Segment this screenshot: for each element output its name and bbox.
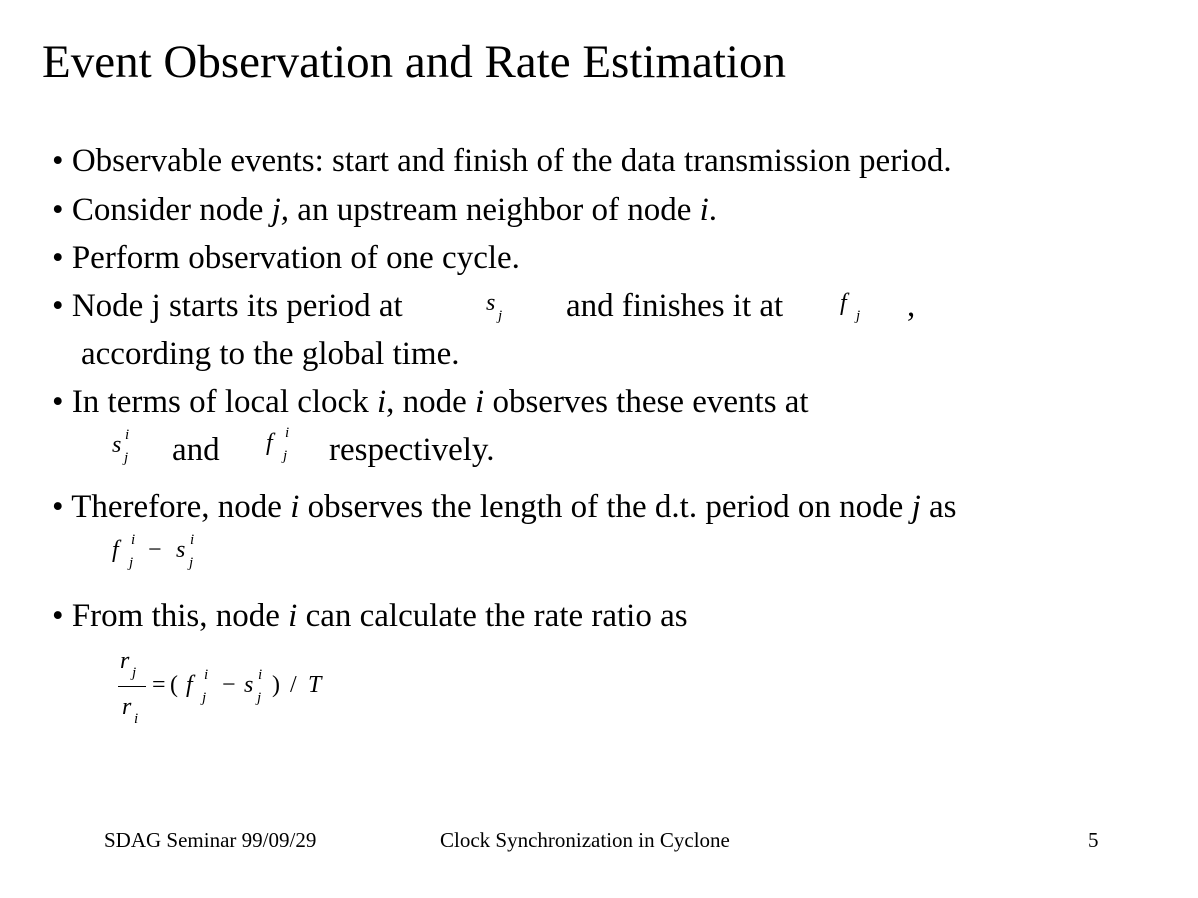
math-symbol: s [486, 290, 496, 316]
bullet-text: Perform observation of one cycle. [71, 240, 520, 276]
bullet-marker: • [52, 240, 64, 276]
math-operator: = [152, 672, 166, 698]
bullet-marker: • [52, 489, 64, 525]
bullet-text: Node j starts its period at [71, 288, 403, 324]
bullet-text-finishes: and finishes it at [566, 288, 784, 324]
bullet-comma: , [907, 288, 916, 324]
math-subscript: j [189, 555, 194, 571]
math-subscript: j [856, 308, 861, 324]
bullet-marker: • [52, 143, 64, 179]
bullet-text: can calculate the rate ratio as [297, 598, 688, 634]
math-symbol: f [266, 430, 273, 456]
bullet-text: as [920, 489, 957, 525]
math-superscript: i [190, 532, 195, 548]
math-symbol: s [112, 432, 122, 458]
math-subscript: j [129, 555, 134, 571]
bullet-text: Therefore, node [71, 489, 291, 525]
math-subscript: j [124, 450, 129, 466]
math-superscript: i [204, 667, 209, 683]
bullet-marker: • [52, 384, 64, 420]
bullet-text: , node [386, 384, 476, 420]
math-symbol: f [112, 537, 119, 563]
bullet-text: an upstream neighbor of node [289, 192, 700, 228]
math-symbol: f [186, 672, 193, 698]
var-j: j, [271, 192, 290, 228]
footer-center: Clock Synchronization in Cyclone [440, 828, 730, 852]
bullet-text: Consider node [71, 192, 272, 228]
math-symbol: s [176, 537, 186, 563]
slide-title: Event Observation and Rate Estimation [42, 36, 786, 88]
bullet-text-and: and [172, 432, 220, 468]
math-paren: ( [170, 672, 178, 698]
math-subscript: j [202, 690, 207, 706]
math-symbol: s [244, 672, 254, 698]
footer-page-number: 5 [1088, 828, 1099, 852]
math-symbol: r [122, 694, 132, 720]
math-rate-ratio-formula [112, 648, 352, 728]
var-i: i [699, 192, 709, 228]
bullet-text: From this, node [71, 598, 289, 634]
bullet-text: In terms of local clock [71, 384, 377, 420]
math-f-minus-s [112, 532, 195, 571]
bullet-observable-events [52, 141, 952, 181]
math-subscript: j [257, 690, 262, 706]
bullet-node-j-period [52, 286, 403, 326]
var-i: i [290, 489, 300, 525]
math-superscript: i [285, 425, 290, 441]
math-subscript: i [134, 711, 139, 727]
math-s-j-i [112, 427, 130, 466]
math-operator: − [148, 537, 162, 563]
bullet-marker: • [52, 288, 64, 324]
math-symbol: T [308, 672, 322, 698]
math-paren: ) [272, 672, 280, 698]
math-superscript: i [131, 532, 136, 548]
math-operator: / [290, 672, 297, 698]
footer-left: SDAG Seminar 99/09/29 [104, 828, 317, 852]
math-subscript: j [132, 665, 137, 681]
bullet-text: observes the length of the d.t. period on node [299, 489, 912, 525]
var-j: j [911, 489, 921, 525]
bullet-therefore [52, 487, 956, 527]
math-f-j [840, 290, 861, 324]
bullet-text: Observable events: start and finish of the data transmission period. [71, 143, 952, 179]
var-i: i [288, 598, 298, 634]
math-subscript: j [498, 308, 503, 324]
math-symbol: f [840, 290, 847, 316]
math-symbol: r [120, 648, 130, 674]
bullet-marker: • [52, 192, 64, 228]
bullet-perform-observation [52, 238, 520, 278]
math-subscript: j [283, 448, 288, 464]
bullet-marker: • [52, 598, 64, 634]
bullet-text: . [708, 192, 718, 228]
bullet-continuation-global-time: according to the global time. [81, 336, 460, 372]
var-i: i [475, 384, 485, 420]
math-operator: − [222, 672, 236, 698]
math-superscript: i [125, 427, 130, 443]
bullet-text: observes these events at [484, 384, 809, 420]
math-s-j [486, 290, 503, 324]
math-superscript: i [258, 667, 263, 683]
fraction-bar [118, 686, 146, 687]
bullet-consider-node [52, 190, 717, 230]
bullet-text-respectively: respectively. [329, 432, 495, 468]
math-f-j-i [266, 425, 290, 464]
var-i: i [376, 384, 387, 420]
bullet-rate-ratio [52, 596, 688, 636]
bullet-local-clock [52, 382, 809, 422]
